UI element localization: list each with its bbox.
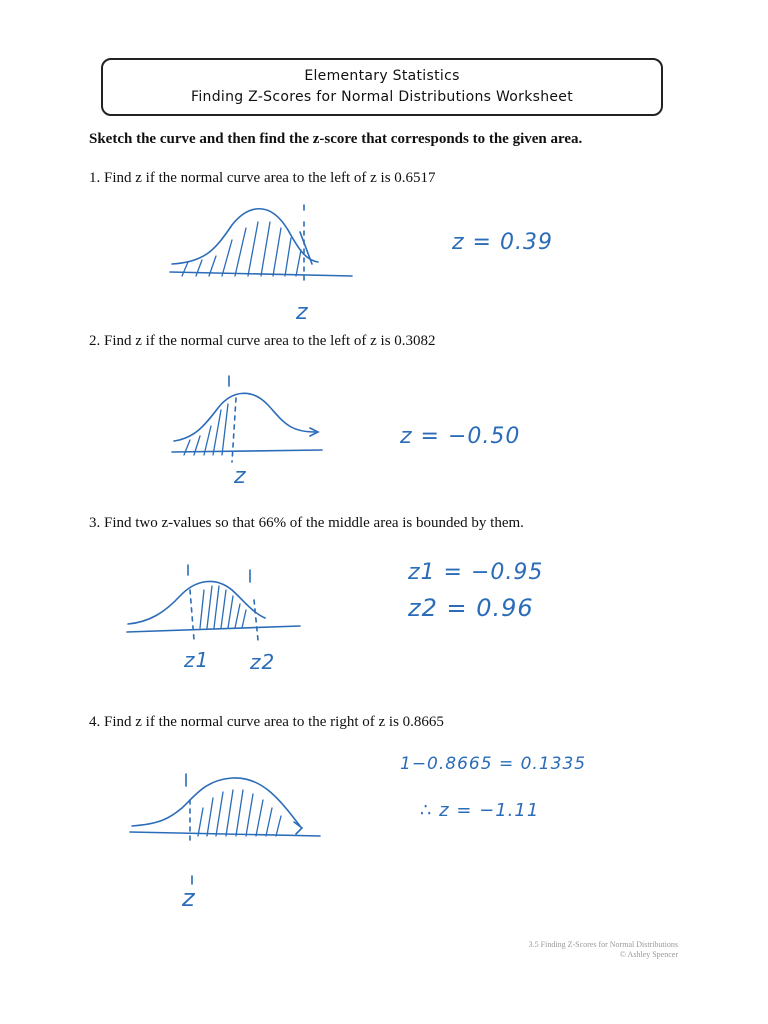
q4-answer: ∴ z = −1.11: [420, 800, 540, 821]
q3-answer-z1: z1 = −0.95: [408, 560, 544, 585]
q1-z-label: z: [296, 300, 309, 325]
q3-answer-z2: z2 = 0.96: [408, 594, 534, 622]
footer: [529, 940, 678, 960]
title-line-1: Elementary Statistics: [304, 68, 460, 84]
q4-z-label: z: [182, 884, 196, 912]
question-3: 3. Find two z-values so that 66% of the middle area is bounded by them.: [89, 515, 524, 531]
q2-answer: z = −0.50: [400, 424, 521, 449]
q2-z-label: z: [234, 464, 247, 489]
footer-line-2: © Ashley Spencer: [619, 950, 678, 959]
title-line-2: Finding Z-Scores for Normal Distributions Worksheet: [191, 89, 573, 105]
question-2: 2. Find z if the normal curve area to the left of z is 0.3082: [89, 333, 436, 349]
q3-z2-label: z2: [250, 650, 276, 674]
q1-answer: z = 0.39: [452, 230, 553, 255]
question-1: 1. Find z if the normal curve area to the left of z is 0.6517: [89, 170, 436, 186]
instructions: Sketch the curve and then find the z-score that corresponds to the given area.: [89, 131, 583, 147]
q3-z1-label: z1: [184, 648, 210, 672]
question-4: 4. Find z if the normal curve area to the right of z is 0.8665: [89, 714, 444, 730]
q4-work-line: 1−0.8665 = 0.1335: [400, 754, 587, 774]
footer-line-1: 3.5 Finding Z-Scores for Normal Distributions: [528, 940, 678, 949]
